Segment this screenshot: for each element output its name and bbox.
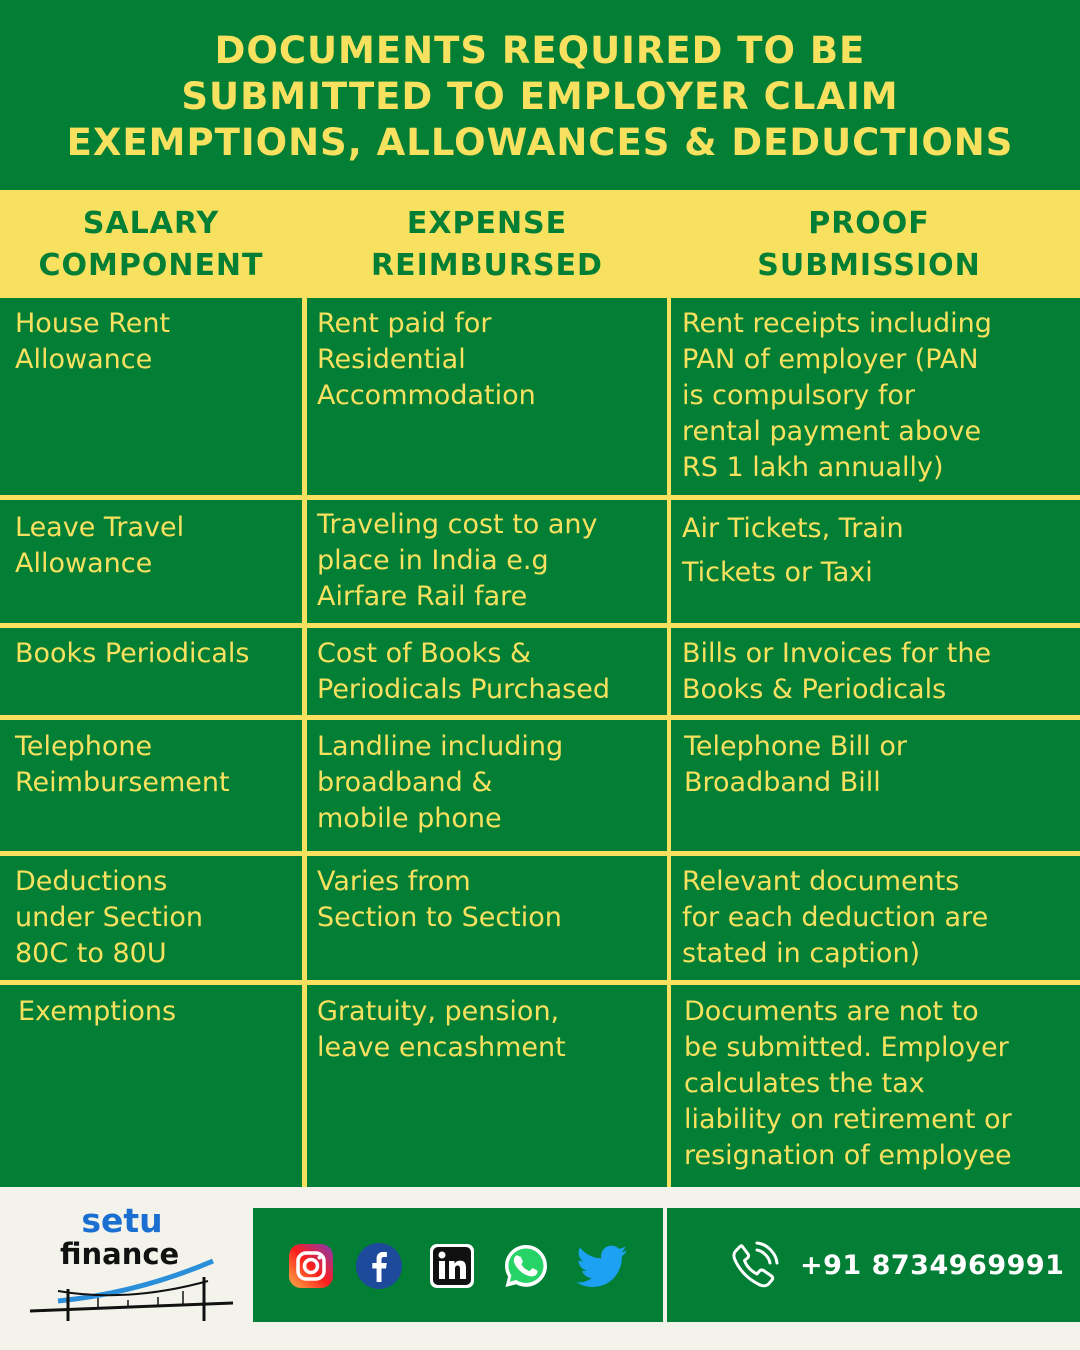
table-cell-component bbox=[0, 720, 302, 851]
cell-line: Section to Section bbox=[317, 902, 562, 933]
cell-line: mobile phone bbox=[317, 803, 502, 834]
cell-line: Cost of Books & bbox=[317, 638, 532, 669]
cell-line: Periodicals Purchased bbox=[317, 674, 610, 705]
cell-line: is compulsory for bbox=[682, 380, 915, 411]
title-line-3: EXEMPTIONS, ALLOWANCES & DEDUCTIONS bbox=[66, 121, 1014, 164]
cell-line: Gratuity, pension, bbox=[317, 996, 560, 1027]
cell-line: House Rent bbox=[15, 308, 171, 339]
header-text: REIMBURSED bbox=[371, 248, 603, 283]
linkedin-icon[interactable] bbox=[428, 1242, 476, 1290]
logo-text-finance: finance bbox=[60, 1237, 180, 1271]
table-cell-component bbox=[0, 500, 302, 623]
cell-line: Reimbursement bbox=[15, 767, 230, 798]
header-proof-submission bbox=[671, 200, 1067, 290]
cell-line: resignation of employee bbox=[684, 1140, 1012, 1171]
cell-line: for each deduction are bbox=[682, 902, 989, 933]
cell-line: Telephone bbox=[15, 731, 153, 762]
table-cell-component bbox=[0, 628, 302, 715]
cell-line: Exemptions bbox=[18, 996, 177, 1027]
twitter-icon[interactable] bbox=[575, 1242, 629, 1290]
cell-line: calculates the tax bbox=[684, 1068, 925, 1099]
table-cell-proof bbox=[671, 298, 1080, 495]
cell-line: place in India e.g bbox=[317, 545, 549, 576]
title-line-2: SUBMITTED TO EMPLOYER CLAIM bbox=[181, 75, 899, 118]
cell-line: Leave Travel bbox=[15, 512, 185, 543]
cell-line: Landline including bbox=[317, 731, 564, 762]
cell-line: Documents are not to bbox=[684, 996, 979, 1027]
page-title bbox=[0, 28, 1080, 166]
header-text: PROOF bbox=[808, 206, 930, 241]
cell-line: Airfare Rail fare bbox=[317, 581, 528, 612]
table-cell-proof bbox=[671, 985, 1080, 1187]
table-cell-expense bbox=[307, 298, 667, 495]
cell-line: Allowance bbox=[15, 548, 153, 579]
cell-line: Bills or Invoices for the bbox=[682, 638, 992, 669]
cell-line: liability on retirement or bbox=[684, 1104, 1012, 1135]
cell-line: Relevant documents bbox=[682, 866, 960, 897]
cell-line: Varies from bbox=[317, 866, 471, 897]
cell-line: Tickets or Taxi bbox=[682, 557, 873, 588]
cell-line: RS 1 lakh annually) bbox=[682, 452, 944, 483]
cell-line: Residential bbox=[317, 344, 466, 375]
cell-line: Books & Periodicals bbox=[682, 674, 947, 705]
logo-text-setu: setu bbox=[81, 1201, 163, 1240]
header-text: COMPONENT bbox=[38, 248, 264, 283]
table-cell-proof bbox=[671, 720, 1080, 851]
cell-line: Books Periodicals bbox=[15, 638, 250, 669]
table-cell-expense bbox=[307, 856, 667, 980]
cell-line: Accommodation bbox=[317, 380, 536, 411]
cell-line: under Section bbox=[15, 902, 203, 933]
title-line-1: DOCUMENTS REQUIRED TO BE bbox=[214, 29, 866, 72]
table-cell-component bbox=[0, 985, 302, 1187]
header-salary-component bbox=[0, 200, 302, 290]
cell-line: rental payment above bbox=[682, 416, 982, 447]
header-text: SUBMISSION bbox=[757, 248, 981, 283]
header-text: EXPENSE bbox=[406, 206, 568, 241]
cell-line: Telephone Bill or bbox=[684, 731, 907, 762]
table-cell-proof bbox=[671, 628, 1080, 715]
cell-line: broadband & bbox=[317, 767, 493, 798]
phone-number[interactable]: +91 8734969991 bbox=[800, 1250, 1065, 1281]
cell-line: be submitted. Employer bbox=[684, 1032, 1009, 1063]
cell-line: Allowance bbox=[15, 344, 153, 375]
table-cell-component bbox=[0, 298, 302, 495]
table-cell-expense bbox=[307, 720, 667, 851]
table-cell-expense bbox=[307, 500, 667, 623]
table-cell-proof bbox=[671, 856, 1080, 980]
cell-line: Rent receipts including bbox=[682, 308, 992, 339]
cell-line: leave encashment bbox=[317, 1032, 566, 1063]
facebook-icon[interactable] bbox=[355, 1242, 403, 1290]
cell-line: Traveling cost to any bbox=[317, 509, 598, 540]
table-cell-expense bbox=[307, 985, 667, 1187]
cell-line: Broadband Bill bbox=[684, 767, 881, 798]
header-expense-reimbursed bbox=[307, 200, 667, 290]
cell-line: Rent paid for bbox=[317, 308, 492, 339]
table-cell-expense bbox=[307, 628, 667, 715]
whatsapp-icon[interactable] bbox=[502, 1242, 550, 1290]
cell-line: 80C to 80U bbox=[15, 938, 167, 969]
cell-line: Deductions bbox=[15, 866, 168, 897]
phone-icon bbox=[728, 1240, 780, 1292]
header-text: SALARY bbox=[82, 206, 220, 241]
cell-line: Air Tickets, Train bbox=[682, 513, 904, 544]
instagram-icon[interactable] bbox=[287, 1242, 335, 1290]
table-cell-proof bbox=[671, 500, 1080, 623]
cell-line: stated in caption) bbox=[682, 938, 921, 969]
table-cell-component bbox=[0, 856, 302, 980]
cell-line: PAN of employer (PAN bbox=[682, 344, 979, 375]
